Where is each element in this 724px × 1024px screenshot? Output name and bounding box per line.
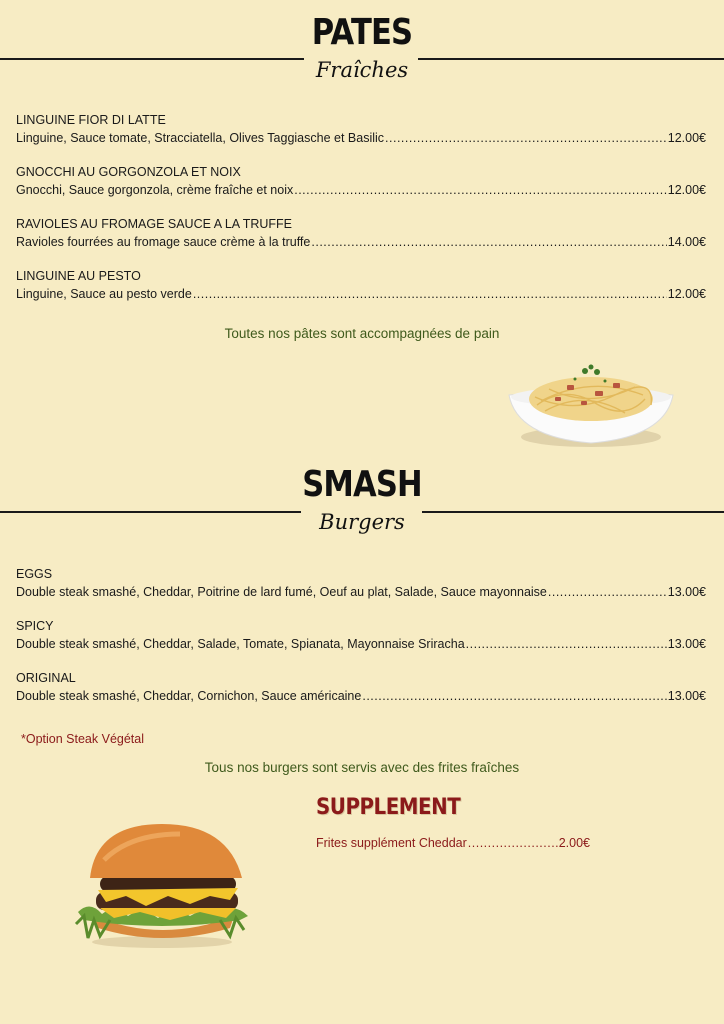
supplement-price: 2.00€ bbox=[558, 836, 590, 850]
section-subtitle-fraiches: Fraîches bbox=[315, 58, 409, 82]
supplement-description: Frites supplément Cheddar bbox=[316, 836, 467, 850]
item-name: SPICY bbox=[16, 619, 54, 633]
menu-item bbox=[16, 163, 706, 199]
item-name: GNOCCHI AU GORGONZOLA ET NOIX bbox=[16, 165, 241, 179]
item-price: 13.00€ bbox=[667, 637, 706, 651]
item-description: Gnocchi, Sauce gorgonzola, crème fraîche et noix bbox=[16, 183, 294, 197]
item-price: 12.00€ bbox=[667, 131, 706, 145]
leader-dots bbox=[294, 181, 667, 199]
menu-item bbox=[16, 111, 706, 147]
supplement-item bbox=[316, 836, 590, 850]
leader-dots bbox=[193, 285, 667, 303]
menu-item bbox=[16, 565, 706, 601]
leader-dots bbox=[466, 635, 667, 653]
leader-dots bbox=[548, 583, 667, 601]
pasta-bowl-image bbox=[505, 355, 677, 450]
supplement-title: SUPPLEMENT bbox=[316, 795, 461, 820]
menu-item bbox=[16, 669, 706, 705]
menu-item bbox=[16, 215, 706, 251]
menu-item bbox=[16, 267, 706, 303]
section-subtitle-burgers: Burgers bbox=[319, 510, 405, 534]
pates-note: Toutes nos pâtes sont accompagnées de pain bbox=[224, 326, 500, 341]
section-title-smash: SMASH bbox=[302, 464, 422, 505]
option-note: *Option Steak Végétal bbox=[21, 732, 144, 746]
item-name: EGGS bbox=[16, 567, 53, 581]
item-name: ORIGINAL bbox=[16, 671, 76, 685]
item-description: Double steak smashé, Cheddar, Salade, Tomate, Spianata, Mayonnaise Sriracha bbox=[16, 637, 465, 651]
item-name: LINGUINE FIOR DI LATTE bbox=[16, 113, 166, 127]
burgers-note: Tous nos burgers sont servis avec des frites fraîches bbox=[204, 760, 520, 775]
item-price: 14.00€ bbox=[667, 235, 706, 249]
leader-dots bbox=[311, 233, 666, 251]
smash-burger-image bbox=[70, 820, 252, 950]
section-title-pates: PATES bbox=[311, 12, 413, 53]
menu-item bbox=[16, 617, 706, 653]
item-price: 13.00€ bbox=[667, 689, 706, 703]
item-price: 12.00€ bbox=[667, 287, 706, 301]
item-price: 13.00€ bbox=[667, 585, 706, 599]
leader-dots bbox=[385, 129, 667, 147]
leader-dots bbox=[468, 836, 558, 850]
item-price: 12.00€ bbox=[667, 183, 706, 197]
item-name: LINGUINE AU PESTO bbox=[16, 269, 141, 283]
item-description: Linguine, Sauce au pesto verde bbox=[16, 287, 192, 301]
item-name: RAVIOLES AU FROMAGE SAUCE A LA TRUFFE bbox=[16, 217, 293, 231]
item-description: Linguine, Sauce tomate, Stracciatella, Olives Taggiasche et Basilic bbox=[16, 131, 385, 145]
leader-dots bbox=[362, 687, 666, 705]
item-description: Double steak smashé, Cheddar, Poitrine de lard fumé, Oeuf au plat, Salade, Sauce mayonnaise bbox=[16, 585, 547, 599]
item-description: Ravioles fourrées au fromage sauce crème à la truffe bbox=[16, 235, 311, 249]
item-description: Double steak smashé, Cheddar, Cornichon, Sauce américaine bbox=[16, 689, 362, 703]
